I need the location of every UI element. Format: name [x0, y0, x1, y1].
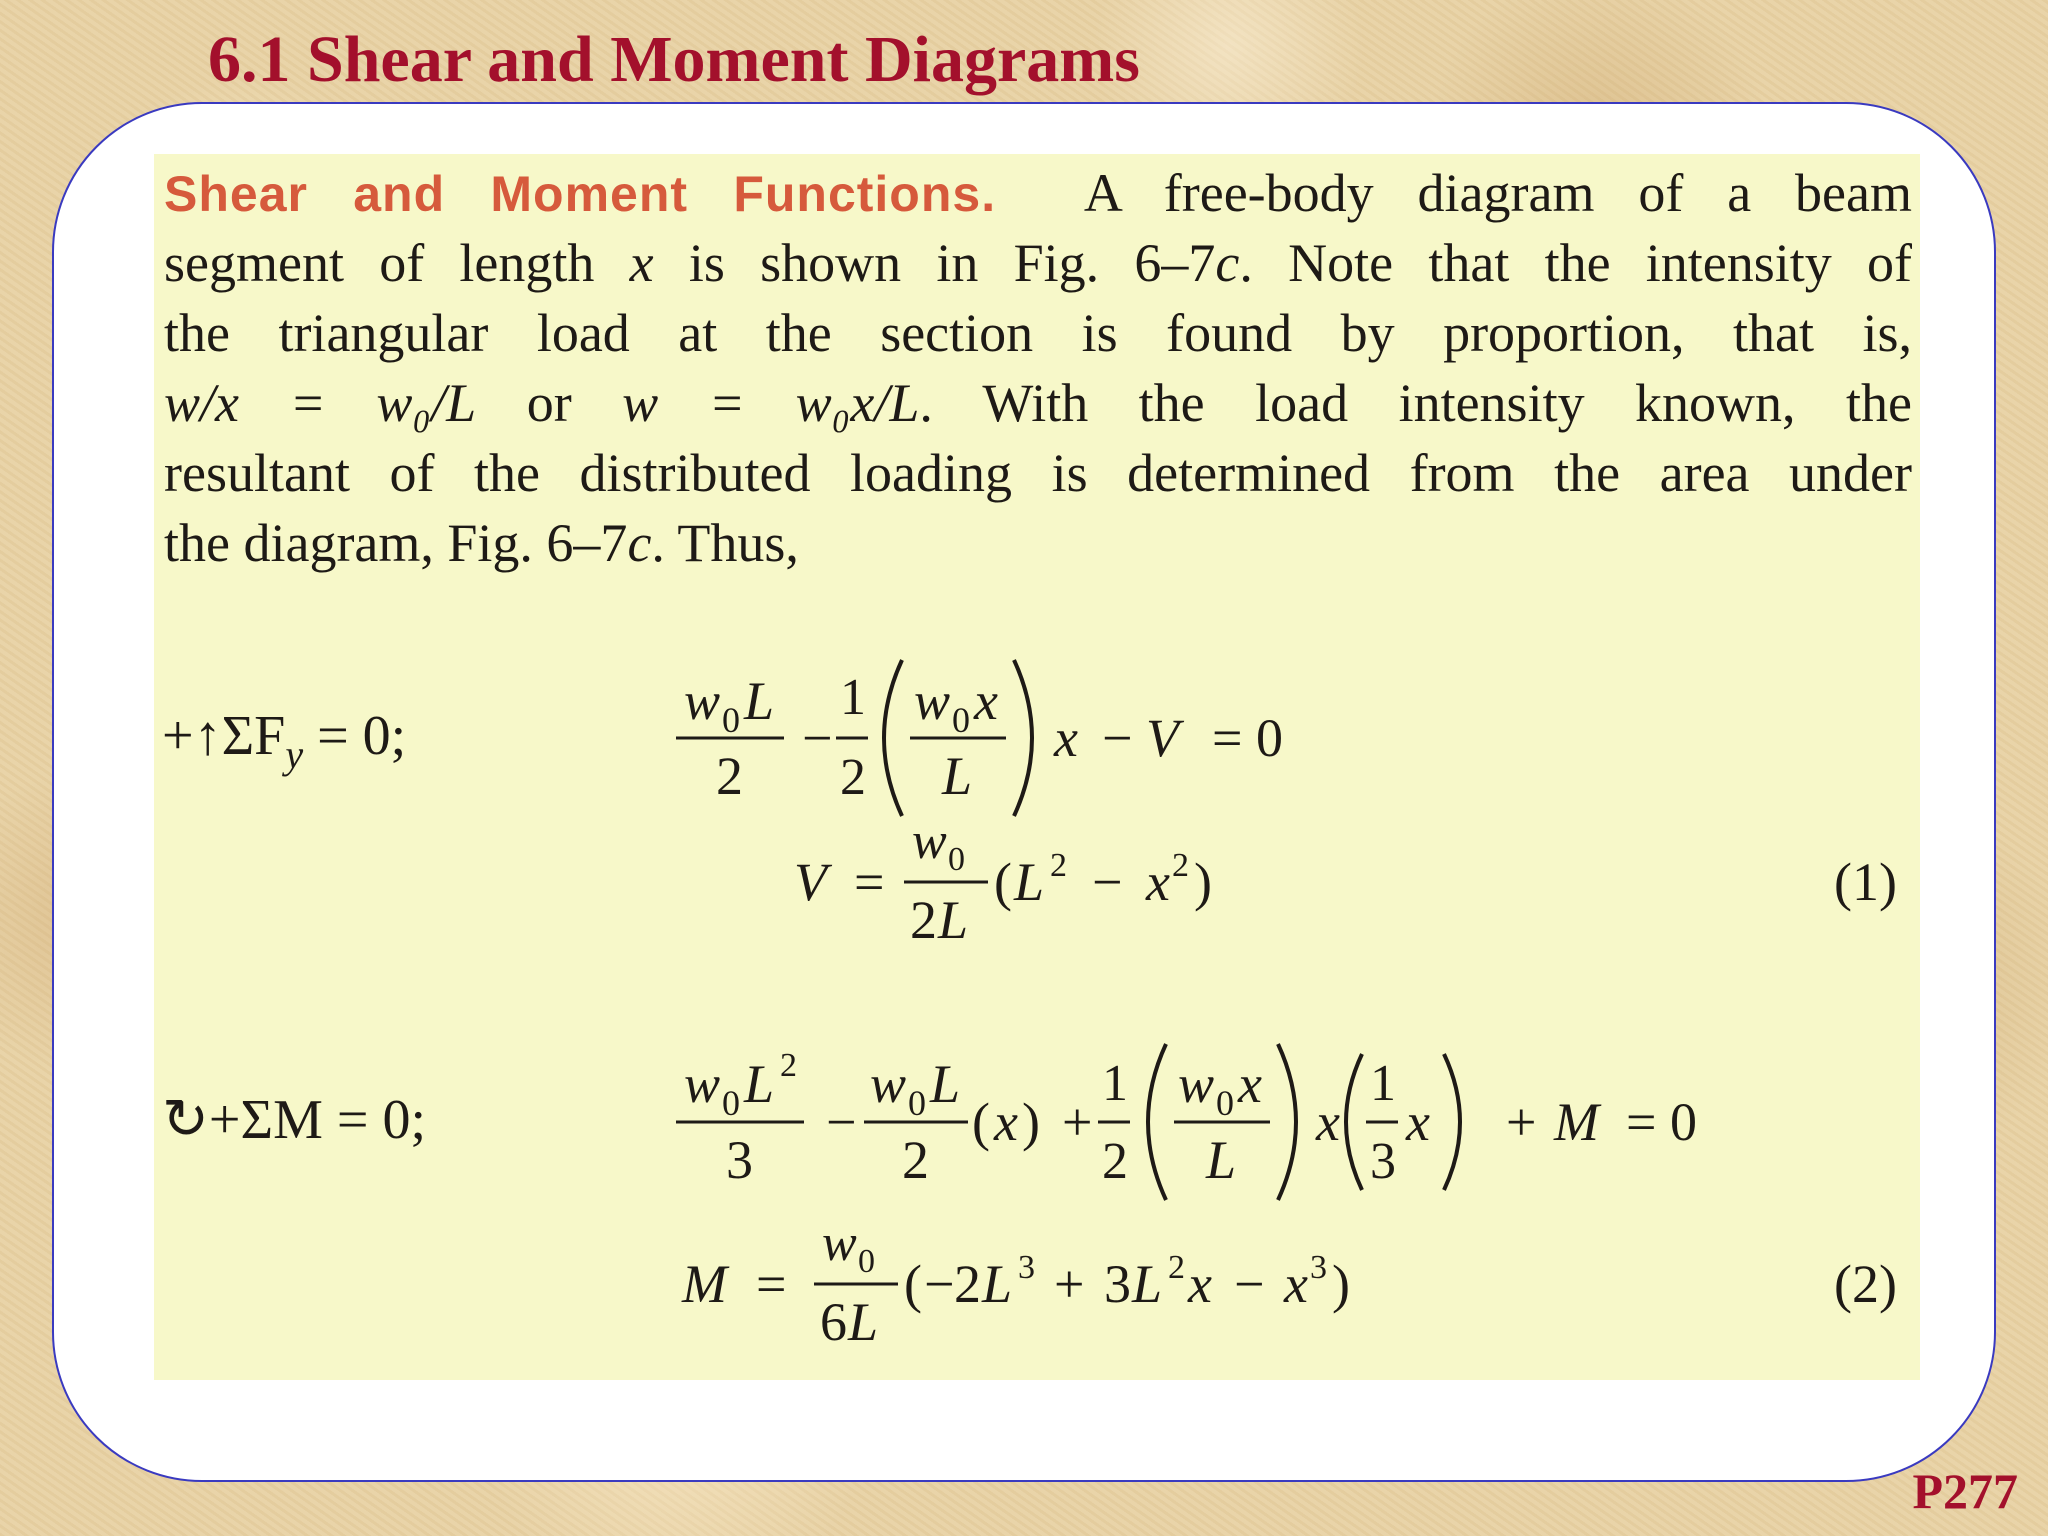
svg-text:): )	[1332, 1254, 1350, 1314]
paragraph-line: resultant of the distributed loading is determined from the area under	[164, 443, 1912, 503]
paragraph-line: Shear and Moment Functions. A free-body diagram of a beam	[164, 163, 1912, 223]
paragraph-line: the triangular load at the section is found by proportion, that is,	[164, 303, 1912, 363]
svg-text:x: x	[974, 671, 998, 731]
svg-text:−: −	[1092, 852, 1123, 912]
svg-text:w: w	[822, 1215, 857, 1272]
svg-text:= 0: = 0	[1212, 708, 1283, 768]
svg-text:L: L	[744, 671, 775, 731]
page-number: P277	[1912, 1463, 2018, 1519]
shear-function-equation	[794, 813, 1212, 950]
svg-text:2: 2	[716, 746, 743, 806]
svg-text:6: 6	[820, 1292, 847, 1352]
svg-text:2: 2	[910, 890, 937, 950]
svg-text:L: L	[1132, 1254, 1163, 1314]
svg-text:1: 1	[1102, 1055, 1128, 1112]
force-equilibrium-equation	[676, 660, 1283, 816]
svg-text:L: L	[938, 890, 969, 950]
section-heading: Shear and Moment Functions.	[164, 166, 997, 222]
svg-text:−: −	[826, 1092, 857, 1152]
svg-text:x: x	[1188, 1254, 1212, 1314]
svg-text:M: M	[682, 1254, 727, 1314]
svg-text:0: 0	[722, 1083, 740, 1123]
svg-text:x: x	[1406, 1092, 1430, 1152]
svg-text:w: w	[1178, 1054, 1215, 1114]
svg-text:0: 0	[858, 1243, 875, 1280]
svg-text:x: x	[1316, 1092, 1340, 1152]
svg-text:−: −	[802, 708, 833, 768]
svg-text:w: w	[684, 1054, 721, 1114]
svg-text:(: (	[994, 852, 1012, 912]
svg-text:): )	[1022, 1092, 1040, 1152]
moment-function-equation	[681, 1215, 1350, 1352]
svg-text:L: L	[1206, 1130, 1237, 1190]
svg-text:0: 0	[948, 841, 965, 878]
svg-text:L: L	[848, 1292, 879, 1352]
svg-text:+: +	[1506, 1092, 1537, 1152]
svg-text:w: w	[912, 813, 947, 870]
svg-text:2: 2	[1172, 847, 1189, 884]
svg-text:+: +	[1062, 1092, 1093, 1152]
textbook-excerpt	[154, 154, 1920, 1380]
equations	[154, 154, 1920, 1380]
svg-text:+↑ΣFy = 0;: $+↑\Sigma F_y = 0$;	[162, 705, 407, 777]
svg-text:3: 3	[1104, 1254, 1131, 1314]
svg-text:0: 0	[722, 700, 740, 740]
svg-text:x: x	[994, 1092, 1018, 1152]
svg-text:0: 0	[1216, 1083, 1234, 1123]
svg-text:L: L	[942, 746, 973, 806]
svg-text:3: 3	[726, 1130, 753, 1190]
svg-text:3: 3	[1018, 1249, 1035, 1286]
svg-text:2: 2	[954, 1254, 981, 1314]
svg-text:2: 2	[780, 1047, 797, 1084]
svg-text:= 0: = 0	[1626, 1092, 1697, 1152]
svg-text:V: V	[794, 852, 827, 912]
svg-text:V: V	[1146, 708, 1179, 768]
svg-text:x: x	[1284, 1254, 1308, 1314]
svg-text:=: =	[854, 852, 885, 912]
svg-text:2: 2	[1102, 1133, 1128, 1190]
svg-text:+: +	[1054, 1254, 1085, 1314]
svg-text:x: x	[1146, 852, 1170, 912]
svg-text:M: M	[1554, 1092, 1599, 1152]
force-equilibrium-label	[162, 705, 406, 777]
paragraph-line: the diagram, Fig. 6–7c. Thus,	[164, 513, 799, 573]
svg-text:L: L	[982, 1254, 1013, 1314]
svg-text:L: L	[744, 1054, 775, 1114]
moment-equilibrium-label	[162, 1089, 426, 1151]
svg-text:2: 2	[840, 749, 866, 806]
moment-equilibrium-equation	[676, 1044, 1697, 1200]
svg-text:w: w	[914, 671, 951, 731]
svg-text:1: 1	[840, 669, 866, 726]
svg-text:−: −	[1102, 708, 1133, 768]
svg-text:w: w	[870, 1054, 907, 1114]
svg-text:L: L	[1014, 852, 1045, 912]
svg-text:): )	[1194, 852, 1212, 912]
paragraph-line: segment of length x is shown in Fig. 6–7c. Note that the intensity of	[164, 233, 1912, 293]
svg-text:2: 2	[1168, 1249, 1185, 1286]
svg-text:0: 0	[908, 1083, 926, 1123]
svg-text:(: (	[972, 1092, 990, 1152]
svg-text:1: 1	[1370, 1055, 1396, 1112]
svg-text:=: =	[756, 1254, 787, 1314]
svg-text:0: 0	[952, 700, 970, 740]
svg-text:−: −	[924, 1254, 955, 1314]
equation-number-1: (1)	[1834, 852, 1897, 912]
paragraph-line: w/x = w₀/L or w = w₀x/L. With the load intensity known, the	[164, 373, 1912, 433]
svg-text:x: x	[1054, 708, 1078, 768]
svg-text:3: 3	[1370, 1133, 1396, 1190]
equation-number-2: (2)	[1834, 1254, 1897, 1314]
svg-text:x: x	[1238, 1054, 1262, 1114]
svg-text:(: (	[904, 1254, 922, 1314]
svg-text:2: 2	[902, 1130, 929, 1190]
svg-text:−: −	[1234, 1254, 1265, 1314]
slide-title: 6.1 Shear and Moment Diagrams	[208, 23, 1140, 96]
svg-text:↻+ΣM = 0;: ↻+ΣM = 0;	[162, 1089, 427, 1151]
svg-text:L: L	[930, 1054, 961, 1114]
svg-text:w: w	[684, 671, 721, 731]
svg-text:3: 3	[1310, 1249, 1327, 1286]
svg-text:2: 2	[1050, 847, 1067, 884]
